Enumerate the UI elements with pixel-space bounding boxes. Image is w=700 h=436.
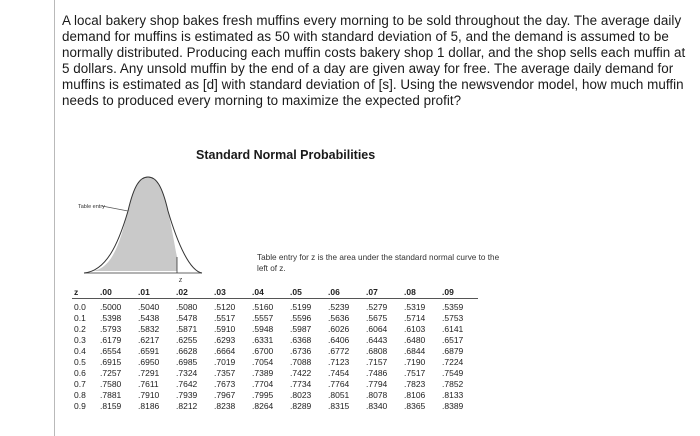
probability-cell: .7967	[214, 389, 236, 400]
probability-cell: .5398	[100, 312, 122, 323]
probability-cell: .5793	[100, 323, 122, 334]
probability-cell: .6179	[100, 334, 122, 345]
probability-cell: .5557	[252, 312, 274, 323]
probability-cell: .6808	[366, 345, 388, 356]
z-table-row	[72, 299, 478, 313]
probability-cell: .5753	[442, 312, 464, 323]
probability-cell: .6628	[176, 345, 198, 356]
z-value-cell: 0.2	[74, 323, 86, 334]
z-value-cell: 0.8	[74, 389, 86, 400]
z-table-row	[72, 323, 478, 334]
probability-cell: .8340	[366, 400, 388, 411]
probability-cell: .6217	[138, 334, 160, 345]
z-value-cell: 0.7	[74, 378, 86, 389]
z-table-row	[72, 356, 478, 367]
probability-cell: .5239	[328, 301, 350, 312]
z-table-row	[72, 334, 478, 345]
probability-cell: .7764	[328, 378, 350, 389]
probability-cell: .6443	[366, 334, 388, 345]
z-table-header-cell: .05	[288, 285, 326, 299]
table-entry-label: Table entry	[78, 204, 105, 210]
probability-cell: .7054	[252, 356, 274, 367]
probability-cell: .8365	[404, 400, 426, 411]
probability-cell: .6554	[100, 345, 122, 356]
z-table-row	[72, 367, 478, 378]
probability-cell: .5438	[138, 312, 160, 323]
probability-cell: .6844	[404, 345, 426, 356]
probability-cell: .7357	[214, 367, 236, 378]
probability-cell: .7157	[366, 356, 388, 367]
z-table-row	[72, 400, 478, 411]
probability-cell: .5517	[214, 312, 236, 323]
probability-cell: .6772	[328, 345, 350, 356]
probability-cell: .7486	[366, 367, 388, 378]
probability-cell: .8238	[214, 400, 236, 411]
probability-cell: .8133	[442, 389, 464, 400]
probability-cell: .5910	[214, 323, 236, 334]
probability-cell: .7088	[290, 356, 312, 367]
probability-cell: .6985	[176, 356, 198, 367]
z-table-header-cell: .04	[250, 285, 288, 299]
probability-cell: .6950	[138, 356, 160, 367]
z-table-header-row	[72, 285, 478, 299]
z-value-cell: 0.0	[74, 301, 86, 312]
probability-cell: .7517	[404, 367, 426, 378]
z-value-cell: 0.5	[74, 356, 86, 367]
probability-cell: .5199	[290, 301, 312, 312]
probability-cell: .7823	[404, 378, 426, 389]
table-entry-note: Table entry for z is the area under the standard normal curve to the left of z.	[257, 253, 500, 273]
probability-cell: .5478	[176, 312, 198, 323]
probability-cell: .5160	[252, 301, 274, 312]
probability-cell: .7549	[442, 367, 464, 378]
probability-cell: .7881	[100, 389, 122, 400]
probability-cell: .8186	[138, 400, 160, 411]
probability-cell: .7704	[252, 378, 274, 389]
probability-cell: .6293	[214, 334, 236, 345]
probability-cell: .7257	[100, 367, 122, 378]
z-table-header-cell: .06	[326, 285, 364, 299]
z-table-header-cell: z	[72, 285, 98, 299]
probability-cell: .5359	[442, 301, 464, 312]
probability-cell: .7454	[328, 367, 350, 378]
probability-cell: .5596	[290, 312, 312, 323]
probability-cell: .5714	[404, 312, 426, 323]
probability-cell: .6879	[442, 345, 464, 356]
probability-cell: .7794	[366, 378, 388, 389]
probability-cell: .7224	[442, 356, 464, 367]
z-table-header-cell: .08	[402, 285, 440, 299]
probability-cell: .7939	[176, 389, 198, 400]
probability-cell: .7019	[214, 356, 236, 367]
probability-cell: .5636	[328, 312, 350, 323]
probability-cell: .8023	[290, 389, 312, 400]
z-value-cell: 0.6	[74, 367, 86, 378]
problem-statement	[62, 13, 694, 109]
probability-cell: .8264	[252, 400, 274, 411]
probability-cell: .6331	[252, 334, 274, 345]
probability-cell: .5871	[176, 323, 198, 334]
z-table-header-cell: .01	[136, 285, 174, 299]
z-table-row	[72, 312, 478, 323]
probability-cell: .7852	[442, 378, 464, 389]
shaded-area	[92, 177, 177, 271]
z-marker-label: z	[179, 275, 183, 283]
probability-cell: .8389	[442, 400, 464, 411]
probability-cell: .7580	[100, 378, 122, 389]
z-table-row	[72, 378, 478, 389]
probability-cell: .5279	[366, 301, 388, 312]
probability-cell: .6517	[442, 334, 464, 345]
z-value-cell: 0.4	[74, 345, 86, 356]
probability-cell: .7123	[328, 356, 350, 367]
probability-cell: .7291	[138, 367, 160, 378]
probability-cell: .6480	[404, 334, 426, 345]
probability-cell: .8051	[328, 389, 350, 400]
z-table-row	[72, 345, 478, 356]
probability-cell: .6064	[366, 323, 388, 334]
probability-cell: .5120	[214, 301, 236, 312]
probability-cell: .7389	[252, 367, 274, 378]
table-title: Standard Normal Probabilities	[196, 148, 376, 162]
probability-cell: .5675	[366, 312, 388, 323]
probability-cell: .6103	[404, 323, 426, 334]
z-value-cell: 0.9	[74, 400, 86, 411]
probability-cell: .5948	[252, 323, 274, 334]
probability-cell: .7611	[138, 378, 159, 389]
probability-cell: .6591	[138, 345, 160, 356]
probability-cell: .7324	[176, 367, 198, 378]
z-table-header-cell: .02	[174, 285, 212, 299]
probability-cell: .7673	[214, 378, 236, 389]
z-table-header-cell: .07	[364, 285, 402, 299]
z-value-cell: 0.1	[74, 312, 86, 323]
z-value-cell: 0.3	[74, 334, 86, 345]
z-table-header-cell: .03	[212, 285, 250, 299]
problem-text: A local bakery shop bakes fresh muffins every morning to be sold throughout the day. The average daily demand for muffins is estimated as 50 with standard deviation of 5, and the demand is assumed to be normally distributed. Producing each muffin costs bakery shop 1 dollar, and the shop sells each muffin at 5 dollars. Any unsold muffin by the end of a day are given away for free. The average daily demand for muffins is estimated as [d] with standard deviation of [s]. Using the newsvendor model, how much muffin needs to produced every morning to maximize the expected profit?	[62, 13, 686, 108]
probability-cell: .5832	[138, 323, 160, 334]
probability-cell: .7734	[290, 378, 312, 389]
z-table-header-cell: .09	[440, 285, 478, 299]
probability-cell: .7995	[252, 389, 274, 400]
probability-cell: .5319	[404, 301, 426, 312]
probability-cell: .6368	[290, 334, 312, 345]
probability-cell: .8315	[328, 400, 350, 411]
z-table	[72, 285, 478, 411]
probability-cell: .7190	[404, 356, 426, 367]
probability-cell: .8212	[176, 400, 198, 411]
probability-cell: .7910	[138, 389, 160, 400]
z-table-body	[72, 299, 478, 412]
probability-cell: .6700	[252, 345, 274, 356]
z-table-header-cell: .00	[98, 285, 136, 299]
z-table-row	[72, 389, 478, 400]
probability-cell: .5000	[100, 301, 122, 312]
probability-cell: .7422	[290, 367, 312, 378]
entry-pointer	[102, 206, 128, 211]
probability-cell: .8289	[290, 400, 312, 411]
probability-cell: .8159	[100, 400, 122, 411]
probability-cell: .8078	[366, 389, 388, 400]
probability-cell: .6736	[290, 345, 312, 356]
probability-cell: .7642	[176, 378, 198, 389]
probability-cell: .5080	[176, 301, 198, 312]
normal-curve-figure	[76, 163, 206, 283]
probability-cell: .5987	[290, 323, 312, 334]
probability-cell: .6026	[328, 323, 350, 334]
probability-cell: .6915	[100, 356, 122, 367]
probability-cell: .6664	[214, 345, 236, 356]
probability-cell: .5040	[138, 301, 160, 312]
probability-cell: .8106	[404, 389, 426, 400]
probability-cell: .6406	[328, 334, 350, 345]
probability-cell: .6255	[176, 334, 198, 345]
probability-cell: .6141	[442, 323, 464, 334]
